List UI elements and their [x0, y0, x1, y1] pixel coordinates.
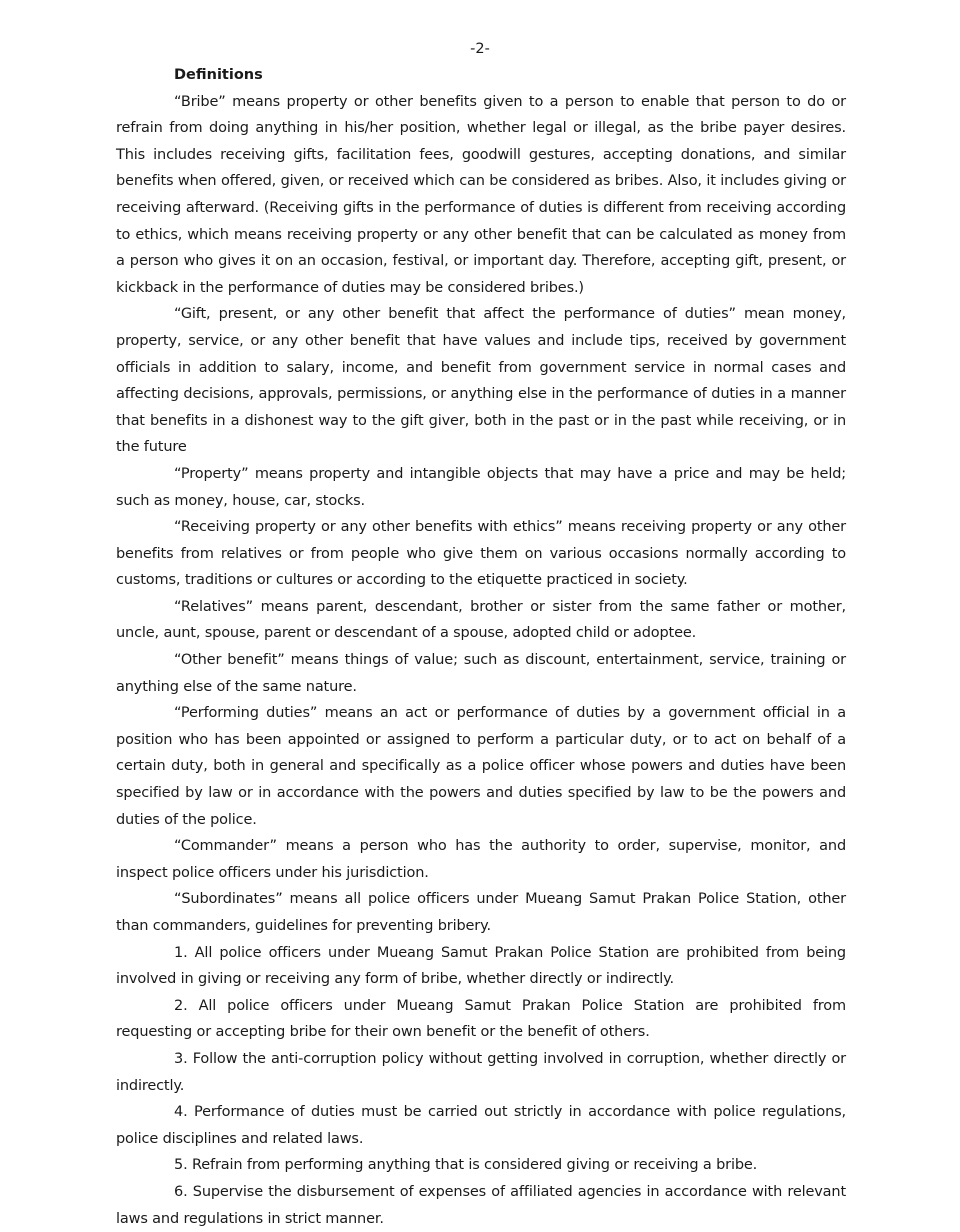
- definition-performing-duties: “Performing duties” means an act or performance of duties by a government official in a position who has been appointed or assigned to perform a particular duty, or to act on behalf of a certain duty, both in general and specifically as a police officer whose powers and duties have been specified by law or in accordance with the powers and duties specified by law to be the powers and duties of the police.: [116, 705, 846, 828]
- guideline-item-3: 3. Follow the anti-corruption policy without getting involved in corruption, whether directly or indirectly.: [116, 1050, 846, 1094]
- guideline-item-1: 1. All police officers under Mueang Samut Prakan Police Station are prohibited from being involved in giving or receiving any form of bribe, whether directly or indirectly.: [116, 944, 846, 988]
- section-heading: Definitions: [174, 67, 263, 83]
- definition-relatives: “Relatives” means parent, descendant, brother or sister from the same father or mother, uncle, aunt, spouse, parent or descendant of a spouse, adopted child or adoptee.: [116, 598, 846, 642]
- definition-bribe: “Bribe” means property or other benefits given to a person to enable that person to do or refrain from doing anything in his/her position, whether legal or illegal, as the bribe payer desires. This includes receiving gifts, facilitation fees, goodwill gestures, accepting donations, and similar benefits when offered, given, or received which can be considered as bribes. Also, it includes giving or receiving afterward. (Receiving gifts in the performance of duties is different from receiving according to ethics, which means receiving property or any other benefit that can be calculated as money from a person who gives it on an occasion, festival, or important day. Therefore, accepting gift, present, or kickback in the performance of duties may be considered bribes.): [116, 93, 846, 296]
- definition-property: “Property” means property and intangible objects that may have a price and may be held; such as money, house, car, stocks.: [116, 465, 846, 509]
- definition-other-benefit: “Other benefit” means things of value; such as discount, entertainment, service, training or anything else of the same nature.: [116, 652, 846, 695]
- definition-commander: “Commander” means a person who has the authority to order, supervise, monitor, and inspect police officers under his jurisdiction.: [116, 838, 846, 881]
- definition-receiving-with-ethics: “Receiving property or any other benefits with ethics” means receiving property or any other benefits from relatives or from people who give them on various occasions normally according to customs, traditions or cultures or according to the etiquette practiced in society.: [116, 519, 846, 589]
- page-number: -2-: [470, 41, 490, 57]
- document-body: [116, 62, 846, 1232]
- guideline-item-5: 5. Refrain from performing anything that is considered giving or receiving a bribe.: [174, 1157, 758, 1174]
- guideline-item-6: 6. Supervise the disbursement of expenses of affiliated agencies in accordance with relevant laws and regulations in strict manner.: [116, 1183, 846, 1227]
- definition-gift: “Gift, present, or any other benefit that affect the performance of duties” mean money, property, service, or any other benefit that have values and include tips, received by government officials in addition to salary, income, and benefit from government service in normal cases and affecting decisions, approvals, permissions, or anything else in the performance of duties in a manner that benefits in a dishonest way to the gift giver, both in the past or in the past while receiving, or in the future: [116, 306, 846, 456]
- guideline-item-4: 4. Performance of duties must be carried out strictly in accordance with police regulations, police disciplines and related laws.: [116, 1104, 846, 1147]
- guideline-item-2: 2. All police officers under Mueang Samut Prakan Police Station are prohibited from requesting or accepting bribe for their own benefit or the benefit of others.: [116, 997, 846, 1041]
- definition-subordinates: “Subordinates” means all police officers under Mueang Samut Prakan Police Station, other than commanders, guidelines for preventing bribery.: [116, 891, 846, 934]
